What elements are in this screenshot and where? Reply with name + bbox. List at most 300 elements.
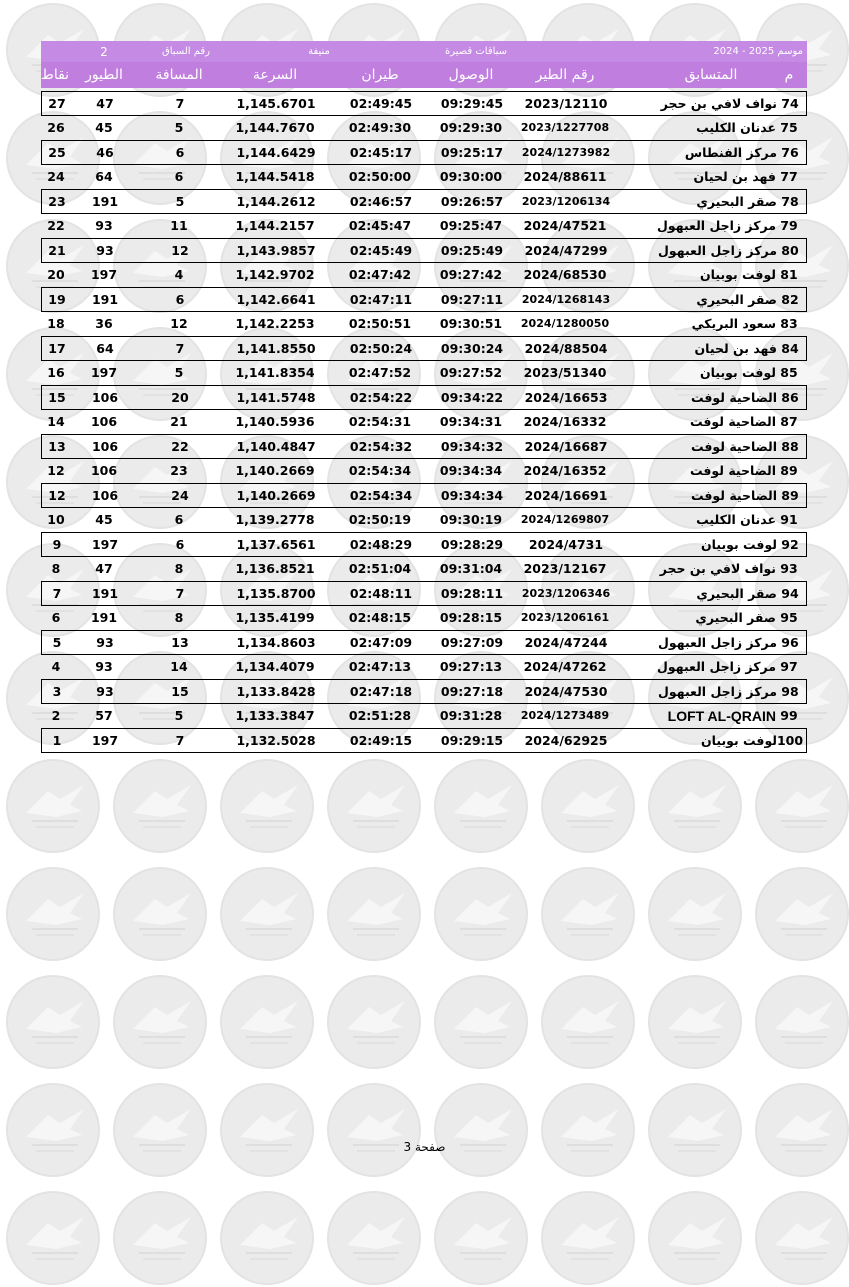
watermark-logo <box>113 1191 207 1285</box>
birds-cell: 106 <box>91 389 119 405</box>
distance-cell: 7 <box>175 95 185 111</box>
speed-cell: 1,144.5418 <box>235 169 315 185</box>
watermark-logo <box>434 975 528 1069</box>
birds-cell: 64 <box>95 169 113 185</box>
distance-cell: 22 <box>171 438 189 454</box>
watermark-logo <box>648 867 742 961</box>
watermark-logo <box>541 975 635 1069</box>
points-cell: 20 <box>47 267 65 283</box>
arrival-time-cell: 09:28:11 <box>440 585 504 601</box>
speed-cell: 1,142.9702 <box>235 267 315 283</box>
competitor-name-cell: فهد بن لحيان <box>693 169 776 185</box>
arrival-time-cell: 09:27:52 <box>439 365 503 381</box>
speed-cell: 1,143.9857 <box>236 242 316 258</box>
competitor-name-cell: صقر البحيري <box>696 585 777 601</box>
distance-cell: 7 <box>175 340 185 356</box>
distance-cell: 5 <box>174 708 184 724</box>
table-row <box>41 361 807 386</box>
table-row <box>41 557 807 582</box>
watermark-logo <box>327 975 421 1069</box>
distance-cell: 8 <box>174 610 184 626</box>
arrival-time-cell: 09:31:28 <box>439 708 503 724</box>
table-row <box>41 508 807 533</box>
birds-cell: 191 <box>91 193 119 209</box>
points-cell: 18 <box>47 316 65 332</box>
watermark-logo <box>220 1083 314 1177</box>
distance-cell: 24 <box>171 487 189 503</box>
competitor-name-cell: الضاحية لوفت <box>691 487 777 503</box>
birds-cell: 197 <box>91 536 119 552</box>
row-number-cell: 100 <box>776 732 804 748</box>
table-row <box>41 238 807 263</box>
row-number-cell: 92 <box>781 536 799 552</box>
distance-cell: 13 <box>171 634 189 650</box>
birds-cell: 191 <box>91 585 119 601</box>
table-row <box>41 385 807 410</box>
distance-cell: 14 <box>170 659 188 675</box>
table-row <box>41 189 807 214</box>
table-row <box>41 581 807 606</box>
row-number-cell: 78 <box>781 193 799 209</box>
birds-cell: 45 <box>95 512 113 528</box>
ring-number-cell: 2024/47262 <box>523 659 607 675</box>
table-row <box>41 630 807 655</box>
arrival-time-cell: 09:25:47 <box>439 218 503 234</box>
competitor-name-cell: فهد بن لحيان <box>694 340 777 356</box>
flight-time-cell: 02:54:22 <box>349 389 413 405</box>
speed-cell: 1,144.2157 <box>235 218 315 234</box>
flight-time-cell: 02:54:34 <box>348 463 412 479</box>
flight-time-cell: 02:49:15 <box>349 732 413 748</box>
birds-cell: 93 <box>95 218 113 234</box>
flight-time-cell: 02:45:47 <box>348 218 412 234</box>
points-cell: 12 <box>48 487 66 503</box>
watermark-logo <box>113 759 207 853</box>
ring-number-cell: 2024/68530 <box>523 267 607 283</box>
watermark-logo <box>541 867 635 961</box>
flight-time-cell: 02:54:31 <box>348 414 412 430</box>
points-cell: 10 <box>47 512 65 528</box>
row-number-cell: 81 <box>780 267 798 283</box>
row-number-cell: 93 <box>780 561 798 577</box>
table-row <box>41 336 807 361</box>
birds-cell: 106 <box>90 463 118 479</box>
birds-cell: 93 <box>96 242 114 258</box>
watermark-logo <box>220 867 314 961</box>
col-arrival: الوصول <box>448 67 494 83</box>
row-number-cell: 89 <box>780 463 798 479</box>
points-cell: 13 <box>48 438 66 454</box>
competitor-name-cell: صقر البحيري <box>696 193 777 209</box>
arrival-time-cell: 09:28:29 <box>440 536 504 552</box>
competitor-name-cell: صقر البحيري <box>696 291 777 307</box>
birds-cell: 106 <box>91 438 119 454</box>
ring-number-cell: 2023/51340 <box>523 365 607 381</box>
race-number: 2 <box>100 44 108 59</box>
ring-number-cell: 2024/62925 <box>524 732 608 748</box>
col-name: المتسابق <box>684 67 738 83</box>
col-distance: المسافة <box>155 67 203 83</box>
ring-number-cell: 2024/1269807 <box>520 513 610 527</box>
competitor-name-cell: الضاحية لوفت <box>691 389 777 405</box>
arrival-time-cell: 09:34:34 <box>440 487 504 503</box>
results-table <box>41 91 807 753</box>
arrival-time-cell: 09:26:57 <box>440 193 504 209</box>
competitor-name-cell: مركز الفنطاس <box>684 144 777 160</box>
competitor-name-cell: مركز زاجل العبهول <box>658 683 777 699</box>
ring-number-cell: 2023/12167 <box>523 561 607 577</box>
birds-cell: 93 <box>95 659 113 675</box>
arrival-time-cell: 09:34:34 <box>439 463 503 479</box>
flight-time-cell: 02:51:04 <box>348 561 412 577</box>
distance-cell: 20 <box>171 389 189 405</box>
flight-time-cell: 02:49:30 <box>348 120 412 136</box>
points-cell: 21 <box>48 242 66 258</box>
watermark-logo <box>220 1191 314 1285</box>
table-row <box>41 214 807 239</box>
competitor-name-cell: مركز زاجل العبهول <box>658 634 777 650</box>
arrival-time-cell: 09:29:30 <box>439 120 503 136</box>
birds-cell: 191 <box>90 610 118 626</box>
watermark-logo <box>648 759 742 853</box>
table-row <box>41 606 807 631</box>
distance-cell: 6 <box>174 512 184 528</box>
points-cell: 8 <box>51 561 61 577</box>
flight-time-cell: 02:54:32 <box>349 438 413 454</box>
table-row <box>41 679 807 704</box>
column-headers <box>41 62 807 88</box>
speed-cell: 1,133.3847 <box>235 708 315 724</box>
ring-number-cell: 2024/16687 <box>524 438 608 454</box>
ring-number-cell: 2024/1273982 <box>521 145 611 159</box>
speed-cell: 1,142.2253 <box>235 316 315 332</box>
birds-cell: 57 <box>95 708 113 724</box>
speed-cell: 1,144.6429 <box>236 144 316 160</box>
speed-cell: 1,139.2778 <box>235 512 315 528</box>
col-points: نقاط <box>40 67 70 83</box>
watermark-logo <box>541 1191 635 1285</box>
row-number-cell: 86 <box>781 389 799 405</box>
watermark-logo <box>755 759 849 853</box>
distance-cell: 5 <box>175 193 185 209</box>
speed-cell: 1,144.2612 <box>236 193 316 209</box>
table-row <box>41 312 807 337</box>
speed-cell: 1,144.7670 <box>235 120 315 136</box>
watermark-logo <box>327 759 421 853</box>
row-number-cell: 80 <box>781 242 799 258</box>
watermark-logo <box>755 867 849 961</box>
birds-cell: 46 <box>96 144 114 160</box>
flight-time-cell: 02:48:29 <box>349 536 413 552</box>
watermark-logo <box>434 867 528 961</box>
flight-time-cell: 02:47:11 <box>349 291 413 307</box>
competitor-name-cell: نواف لافي بن حجر <box>660 95 777 111</box>
flight-time-cell: 02:50:00 <box>348 169 412 185</box>
speed-cell: 1,137.6561 <box>236 536 316 552</box>
speed-cell: 1,142.6641 <box>236 291 316 307</box>
speed-cell: 1,134.8603 <box>236 634 316 650</box>
ring-number-cell: 2023/1227708 <box>520 121 610 135</box>
row-number-cell: 85 <box>780 365 798 381</box>
arrival-time-cell: 09:28:15 <box>439 610 503 626</box>
table-row <box>41 116 807 141</box>
table-header-info <box>41 41 807 62</box>
flight-time-cell: 02:48:11 <box>349 585 413 601</box>
speed-cell: 1,140.2669 <box>236 487 316 503</box>
speed-cell: 1,132.5028 <box>236 732 316 748</box>
flight-time-cell: 02:47:09 <box>349 634 413 650</box>
table-row <box>41 483 807 508</box>
table-row <box>41 287 807 312</box>
watermark-logo <box>648 1083 742 1177</box>
ring-number-cell: 2023/1206134 <box>521 194 611 208</box>
race-type: سباقات قصيرة <box>444 46 508 57</box>
distance-cell: 7 <box>175 585 185 601</box>
table-row <box>41 410 807 435</box>
birds-cell: 47 <box>96 95 114 111</box>
arrival-time-cell: 09:27:18 <box>440 683 504 699</box>
race-category: منيفة <box>308 46 330 57</box>
flight-time-cell: 02:45:49 <box>349 242 413 258</box>
flight-time-cell: 02:50:51 <box>348 316 412 332</box>
birds-cell: 106 <box>90 414 118 430</box>
points-cell: 9 <box>52 536 62 552</box>
watermark-logo <box>6 1083 100 1177</box>
ring-number-cell: 2024/16653 <box>524 389 608 405</box>
birds-cell: 64 <box>96 340 114 356</box>
competitor-name-cell: الضاحية لوفت <box>691 438 777 454</box>
points-cell: 7 <box>52 585 62 601</box>
arrival-time-cell: 09:34:22 <box>440 389 504 405</box>
watermark-logo <box>648 1191 742 1285</box>
row-number-cell: 84 <box>781 340 799 356</box>
distance-cell: 23 <box>170 463 188 479</box>
arrival-time-cell: 09:30:51 <box>439 316 503 332</box>
points-cell: 16 <box>47 365 65 381</box>
distance-cell: 5 <box>174 120 184 136</box>
speed-cell: 1,141.8354 <box>235 365 315 381</box>
row-number-cell: 91 <box>780 512 798 528</box>
speed-cell: 1,134.4079 <box>235 659 315 675</box>
page-number: صفحة 3 <box>403 1140 446 1154</box>
birds-cell: 106 <box>91 487 119 503</box>
distance-cell: 4 <box>174 267 184 283</box>
watermark-logo <box>6 1191 100 1285</box>
row-number-cell: 98 <box>781 683 799 699</box>
distance-cell: 12 <box>170 316 188 332</box>
distance-cell: 6 <box>175 536 185 552</box>
speed-cell: 1,135.4199 <box>235 610 315 626</box>
flight-time-cell: 02:50:19 <box>348 512 412 528</box>
arrival-time-cell: 09:34:32 <box>440 438 504 454</box>
arrival-time-cell: 09:27:13 <box>439 659 503 675</box>
ring-number-cell: 2024/47299 <box>524 242 608 258</box>
flight-time-cell: 02:46:57 <box>349 193 413 209</box>
distance-cell: 21 <box>170 414 188 430</box>
table-row <box>41 728 807 753</box>
row-number-cell: 75 <box>780 120 798 136</box>
competitor-name-cell: صقر البحيري <box>695 610 776 626</box>
watermark-logo <box>755 1083 849 1177</box>
watermark-logo <box>220 975 314 1069</box>
arrival-time-cell: 09:29:45 <box>440 95 504 111</box>
watermark-logo <box>220 759 314 853</box>
row-number-cell: 97 <box>780 659 798 675</box>
distance-cell: 12 <box>171 242 189 258</box>
points-cell: 14 <box>47 414 65 430</box>
watermark-logo <box>648 975 742 1069</box>
arrival-time-cell: 09:30:19 <box>439 512 503 528</box>
watermark-logo <box>541 759 635 853</box>
points-cell: 15 <box>48 389 66 405</box>
points-cell: 23 <box>48 193 66 209</box>
flight-time-cell: 02:47:52 <box>348 365 412 381</box>
row-number-cell: 76 <box>781 144 799 160</box>
watermark-logo <box>755 1191 849 1285</box>
points-cell: 4 <box>51 659 61 675</box>
table-row <box>41 434 807 459</box>
birds-cell: 47 <box>95 561 113 577</box>
ring-number-cell: 2023/12110 <box>524 95 608 111</box>
ring-number-cell: 2024/16332 <box>523 414 607 430</box>
competitor-name-cell: مركز زاجل العبهول <box>657 218 776 234</box>
speed-cell: 1,140.5936 <box>235 414 315 430</box>
table-row <box>41 263 807 288</box>
speed-cell: 1,140.4847 <box>236 438 316 454</box>
ring-number-cell: 2024/1268143 <box>521 292 611 306</box>
watermark-logo <box>434 1083 528 1177</box>
birds-cell: 45 <box>95 120 113 136</box>
speed-cell: 1,141.8550 <box>236 340 316 356</box>
table-row <box>41 704 807 729</box>
points-cell: 12 <box>47 463 65 479</box>
speed-cell: 1,133.8428 <box>236 683 316 699</box>
competitor-name-cell: الضاحية لوفت <box>690 414 776 430</box>
distance-cell: 6 <box>175 291 185 307</box>
col-birds: الطيور <box>85 67 123 83</box>
ring-number-cell: 2024/47530 <box>524 683 608 699</box>
row-number-cell: 88 <box>781 438 799 454</box>
arrival-time-cell: 09:27:11 <box>440 291 504 307</box>
col-flight: طيران <box>361 67 399 83</box>
points-cell: 22 <box>47 218 65 234</box>
flight-time-cell: 02:50:24 <box>349 340 413 356</box>
points-cell: 17 <box>48 340 66 356</box>
watermark-logo <box>541 1083 635 1177</box>
arrival-time-cell: 09:29:15 <box>440 732 504 748</box>
watermark-logo <box>434 759 528 853</box>
birds-cell: 197 <box>90 267 118 283</box>
ring-number-cell: 2024/47521 <box>523 218 607 234</box>
watermark-logo <box>6 759 100 853</box>
col-no: م <box>784 67 794 83</box>
flight-time-cell: 02:45:17 <box>349 144 413 160</box>
competitor-name-cell: الضاحية لوفت <box>690 463 776 479</box>
ring-number-cell: 2024/1280050 <box>520 317 610 331</box>
birds-cell: 191 <box>91 291 119 307</box>
arrival-time-cell: 09:30:24 <box>440 340 504 356</box>
points-cell: 1 <box>52 732 62 748</box>
ring-number-cell: 2023/1206161 <box>520 611 610 625</box>
flight-time-cell: 02:54:34 <box>349 487 413 503</box>
distance-cell: 5 <box>174 365 184 381</box>
competitor-name-cell: عدنان الكليب <box>696 512 776 528</box>
speed-cell: 1,141.5748 <box>236 389 316 405</box>
watermark-logo <box>113 975 207 1069</box>
flight-time-cell: 02:51:28 <box>348 708 412 724</box>
flight-time-cell: 02:49:45 <box>349 95 413 111</box>
competitor-name-cell: لوفت بوبيان <box>700 365 776 381</box>
watermark-logo <box>434 1191 528 1285</box>
competitor-name-cell: مركز زاجل العبهول <box>658 242 777 258</box>
distance-cell: 15 <box>171 683 189 699</box>
row-number-cell: 89 <box>781 487 799 503</box>
arrival-time-cell: 09:25:49 <box>440 242 504 258</box>
speed-cell: 1,140.2669 <box>235 463 315 479</box>
arrival-time-cell: 09:30:00 <box>439 169 503 185</box>
distance-cell: 6 <box>175 144 185 160</box>
ring-number-cell: 2024/47244 <box>524 634 608 650</box>
points-cell: 24 <box>47 169 65 185</box>
points-cell: 27 <box>48 95 66 111</box>
distance-cell: 11 <box>170 218 188 234</box>
ring-number-cell: 2024/88611 <box>523 169 607 185</box>
points-cell: 2 <box>51 708 61 724</box>
watermark-logo <box>327 1083 421 1177</box>
ring-number-cell: 2024/1273489 <box>520 709 610 723</box>
arrival-time-cell: 09:25:17 <box>440 144 504 160</box>
row-number-cell: 96 <box>781 634 799 650</box>
col-speed: السرعة <box>252 67 298 83</box>
row-number-cell: 94 <box>781 585 799 601</box>
points-cell: 26 <box>47 120 65 136</box>
competitor-name-cell: نواف لافي بن حجر <box>659 561 776 577</box>
table-row <box>41 140 807 165</box>
col-ring: رقم الطير <box>535 67 595 83</box>
row-number-cell: 83 <box>780 316 798 332</box>
distance-cell: 8 <box>174 561 184 577</box>
table-row <box>41 165 807 190</box>
watermark-logo <box>113 867 207 961</box>
watermark-logo <box>113 1083 207 1177</box>
row-number-cell: 99 <box>780 708 798 724</box>
race-number-label: رقم السباق <box>161 46 210 57</box>
watermark-logo <box>6 867 100 961</box>
distance-cell: 7 <box>175 732 185 748</box>
arrival-time-cell: 09:27:09 <box>440 634 504 650</box>
table-row <box>41 91 807 116</box>
flight-time-cell: 02:47:42 <box>348 267 412 283</box>
birds-cell: 36 <box>95 316 113 332</box>
flight-time-cell: 02:47:18 <box>349 683 413 699</box>
table-row <box>41 459 807 484</box>
speed-cell: 1,135.8700 <box>236 585 316 601</box>
watermark-logo <box>327 1191 421 1285</box>
points-cell: 5 <box>52 634 62 650</box>
row-number-cell: 74 <box>781 95 799 111</box>
birds-cell: 93 <box>96 634 114 650</box>
speed-cell: 1,145.6701 <box>236 95 316 111</box>
ring-number-cell: 2024/16352 <box>523 463 607 479</box>
ring-number-cell: 2024/88504 <box>524 340 608 356</box>
points-cell: 3 <box>52 683 62 699</box>
flight-time-cell: 02:48:15 <box>348 610 412 626</box>
row-number-cell: 87 <box>780 414 798 430</box>
competitor-name-cell: لوفت بوبيان <box>700 267 776 283</box>
ring-number-cell: 2023/1206346 <box>521 586 611 600</box>
birds-cell: 197 <box>90 365 118 381</box>
row-number-cell: 95 <box>780 610 798 626</box>
